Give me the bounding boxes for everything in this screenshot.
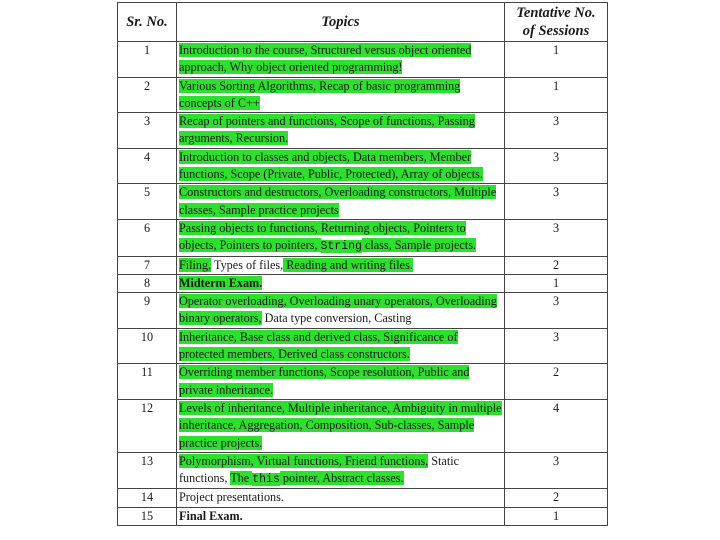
sr-no-cell: 15: [118, 507, 177, 525]
table-row: [118, 42, 608, 78]
topic-cell: [177, 274, 505, 292]
header-sr-no: Sr. No.: [118, 3, 177, 42]
sessions-cell: 1: [505, 274, 608, 292]
header-sessions: [505, 3, 608, 42]
sr-no-cell: 9: [118, 293, 177, 329]
header-row: [118, 3, 608, 42]
highlighted-topic-text: Introduction to the course, Structured versus object oriented approach, Why object oriented programming!: [179, 43, 472, 75]
table-row: [118, 507, 608, 525]
sessions-cell: 3: [505, 293, 608, 329]
sr-no-cell: 4: [118, 148, 177, 184]
highlighted-topic-text: Overriding member functions, Scope resolution, Public and private inheritance.: [179, 365, 470, 397]
highlighted-topic-text: String: [320, 240, 362, 254]
sessions-cell: 1: [505, 77, 608, 113]
table-row: [118, 293, 608, 329]
sessions-cell: 3: [505, 452, 608, 489]
sessions-cell: 2: [505, 364, 608, 400]
table-row: [118, 399, 608, 452]
sr-no-cell: 7: [118, 256, 177, 274]
topic-cell: [177, 489, 505, 507]
sr-no-cell: 5: [118, 184, 177, 220]
table-row: [118, 364, 608, 400]
highlighted-topic-text: this: [252, 473, 280, 487]
sessions-cell: 3: [505, 328, 608, 364]
sr-no-cell: 3: [118, 113, 177, 149]
table-row: [118, 219, 608, 256]
table-row: [118, 452, 608, 489]
table-row: [118, 274, 608, 292]
highlighted-topic-text: Operator overloading, Overloading unary operators, Overloading binary operators,: [179, 294, 497, 326]
topic-cell: [177, 328, 505, 364]
table-row: [118, 256, 608, 274]
topic-cell: [177, 507, 505, 525]
topic-cell: [177, 77, 505, 113]
topic-cell: [177, 399, 505, 452]
highlighted-topic-text: Filing,: [179, 257, 212, 272]
highlighted-topic-text: Polymorphism, Virtual functions, Friend functions,: [179, 453, 429, 468]
sr-no-cell: 12: [118, 399, 177, 452]
sr-no-cell: 11: [118, 364, 177, 400]
topic-cell: [177, 113, 505, 149]
topic-cell: [177, 42, 505, 78]
highlighted-topic-text: Various Sorting Algorithms, Recap of basic programming concepts of C++: [179, 78, 461, 110]
table-row: [118, 328, 608, 364]
topic-text: Types of files,: [211, 257, 284, 272]
highlighted-topic-text: Introduction to classes and objects, Data members, Member functions, Scope (Private, Public, Protected), Array of objects.: [179, 149, 483, 182]
highlighted-topic-text: Inheritance, Base class and derived class, Significance of protected members, Derived class constructors.: [179, 329, 458, 362]
sessions-cell: 3: [505, 148, 608, 184]
sr-no-cell: 2: [118, 77, 177, 113]
highlighted-topic-text: Reading and writing files.: [283, 257, 413, 272]
sessions-cell: 2: [505, 489, 608, 507]
sessions-cell: 3: [505, 113, 608, 149]
topic-cell: [177, 452, 505, 489]
topic-text: Data type conversion, Casting: [261, 311, 412, 326]
highlighted-topic-text: Constructors and destructors, Overloading constructors, Multiple classes, Sample practice projects: [179, 185, 497, 217]
sessions-cell: 3: [505, 219, 608, 256]
sr-no-cell: 14: [118, 489, 177, 507]
header-sessions-line2: of Sessions: [522, 23, 590, 39]
highlighted-topic-text: Recap of pointers and functions, Scope of functions, Passing arguments, Recursion.: [179, 114, 475, 146]
header-topics: Topics: [177, 3, 505, 42]
sr-no-cell: 8: [118, 274, 177, 292]
table-row: [118, 113, 608, 149]
highlighted-topic-text: Passing objects to functions, Returning objects, Pointers to objects, Pointers to pointers,: [179, 220, 466, 253]
highlighted-topic-text: Midterm Exam.: [179, 275, 263, 290]
topic-cell: [177, 293, 505, 329]
topic-text: Static functions,: [179, 453, 460, 486]
highlighted-topic-text: Levels of inheritance, Multiple inheritance, Ambiguity in multiple inheritance, Aggregation, Composition, Sub-classes, Sample practice projects.: [179, 400, 502, 450]
table-row: [118, 489, 608, 507]
topic-text: Project presentations.: [179, 490, 284, 505]
course-schedule-table: [117, 2, 608, 526]
sr-no-cell: 1: [118, 42, 177, 78]
highlighted-topic-text: The: [230, 471, 253, 486]
topic-cell: [177, 364, 505, 400]
sessions-cell: 1: [505, 42, 608, 78]
sessions-cell: 1: [505, 507, 608, 525]
table-row: [118, 148, 608, 184]
sr-no-cell: 6: [118, 219, 177, 256]
topic-cell: [177, 219, 505, 256]
sessions-cell: 3: [505, 184, 608, 220]
table-row: [118, 77, 608, 113]
table-row: [118, 184, 608, 220]
highlighted-topic-text: pointer, Abstract classes.: [279, 471, 404, 486]
topic-cell: [177, 184, 505, 220]
sr-no-cell: 10: [118, 328, 177, 364]
sr-no-cell: 13: [118, 452, 177, 489]
highlighted-topic-text: class, Sample projects.: [361, 238, 476, 253]
topic-cell: [177, 148, 505, 184]
topic-cell: [177, 256, 505, 274]
sessions-cell: 4: [505, 399, 608, 452]
header-sessions-line1: Tentative No.: [516, 5, 596, 21]
sessions-cell: 2: [505, 256, 608, 274]
topic-text: Final Exam.: [179, 508, 243, 523]
